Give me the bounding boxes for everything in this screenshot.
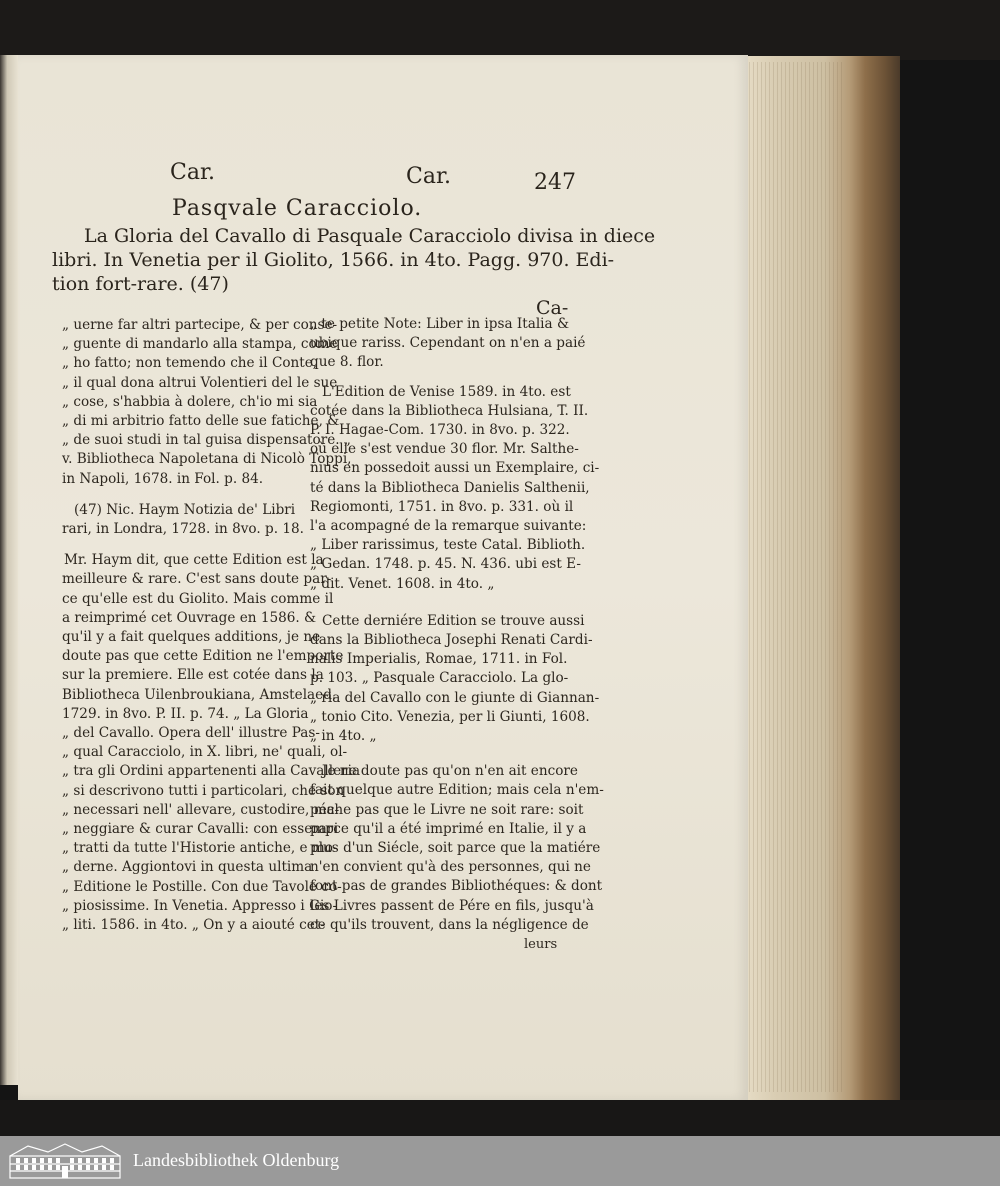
entry-title: Pasqvale Caracciolo.	[172, 196, 423, 221]
text-line: „ tra gli Ordini appartenenti alla Cavalleria	[62, 763, 361, 780]
page-number: 247	[534, 170, 576, 195]
entry-line-3: tion fort-rare. (47)	[52, 273, 229, 295]
facing-page-edge	[0, 55, 18, 1085]
text-line: L'Edition de Venise 1589. in 4to. est	[322, 383, 571, 400]
text-line: „ si descrivono tutti i particolari, che son	[62, 782, 345, 799]
text-line: Je ne doute pas qu'on n'en ait encore	[322, 763, 578, 780]
background-bottom	[0, 1100, 1000, 1136]
catchword: leurs	[524, 937, 558, 953]
text-line: v. Bibliotheca Napoletana di Nicolò Toppi,	[62, 451, 352, 468]
text-line: ce qu'elle est du Giolito. Mais comme il	[62, 590, 334, 607]
text-line: „ in 4to. „	[310, 728, 377, 745]
footer-bar	[0, 1136, 1000, 1186]
text-line: que 8. flor.	[310, 354, 384, 371]
library-building-logo-icon	[8, 1142, 122, 1180]
text-line: „ uerne far altri partecipe, & per conse-	[62, 317, 338, 333]
text-line: 1729. in 8vo. P. II. p. 74. „ La Gloria	[62, 705, 309, 722]
text-line: plus d'un Siécle, soit parce que la matiére	[310, 840, 601, 857]
running-head-left: Car.	[170, 160, 216, 185]
text-line: dans la Bibliotheca Josephi Renati Cardi-	[310, 632, 593, 649]
text-line: „ Liber rarissimus, teste Catal. Biblioth.	[310, 537, 586, 554]
text-line: où elle s'est vendue 30 flor. Mr. Salthe-	[310, 441, 579, 458]
text-line: „ qual Caracciolo, in X. libri, ne' quali, ol-	[62, 744, 348, 761]
catchword-top: Ca-	[536, 297, 569, 319]
text-line: Regiomonti, 1751. in 8vo. p. 331. où il	[310, 498, 574, 515]
text-line: les Livres passent de Pére en fils, jusqu'à	[310, 897, 594, 914]
text-line: „ tonio Cito. Venezia, per li Giunti, 1608.	[310, 708, 590, 725]
text-line: „ de suoi studi in tal guisa dispensatore. „	[62, 432, 351, 449]
footnote-line: (47) Nic. Haym Notizia de' Libri	[74, 501, 296, 518]
text-line: Cette derniére Edition se trouve aussi	[322, 612, 585, 629]
text-line: cotée dans la Bibliotheca Hulsiana, T. II.	[310, 402, 589, 419]
text-line: péche pas que le Livre ne soit rare: soit	[310, 801, 584, 818]
text-line: „ derne. Aggiontovi in questa ultima	[62, 859, 313, 876]
footnote-line: rari, in Londra, 1728. in 8vo. p. 18.	[62, 521, 304, 538]
text-line: „ Editione le Postille. Con due Tavole co-	[62, 878, 342, 895]
text-line: meilleure & rare. C'est sans doute par-	[62, 571, 332, 588]
text-line: nalis Imperialis, Romae, 1711. in Fol.	[310, 651, 568, 668]
text-line: Mr. Haym dit, que cette Edition est la	[64, 552, 324, 569]
text-line: „ te petite Note: Liber in ipsa Italia &	[310, 316, 570, 332]
text-line: fait quelque autre Edition; mais cela n'em-	[310, 782, 604, 799]
text-line: in Napoli, 1678. in Fol. p. 84.	[62, 470, 264, 487]
text-line: té dans la Bibliotheca Danielis Salthenii,	[310, 479, 590, 496]
text-line: nius en possedoit aussi un Exemplaire, ci-	[310, 460, 600, 477]
text-line: ce qu'ils trouvent, dans la négligence de	[310, 916, 589, 933]
text-line: n'en convient qu'à des personnes, qui ne	[310, 859, 591, 876]
text-line: qu'il y a fait quelques additions, je ne	[62, 629, 321, 646]
text-line: P. I. Hagae-Com. 1730. in 8vo. p. 322.	[310, 422, 570, 439]
right-column	[310, 315, 604, 954]
text-line: Bibliotheca Uilenbroukiana, Amstelaed.	[62, 686, 337, 703]
text-line: „ cose, s'habbia à dolere, ch'io mi sia	[62, 393, 318, 410]
library-name: Landesbibliothek Oldenburg	[133, 1150, 340, 1170]
text-line: „ liti. 1586. in 4to. „ On y a aiouté cet-	[62, 917, 325, 934]
running-head-center: Car.	[406, 164, 452, 189]
text-line: „ di mi arbitrio fatto delle sue fatiche, &	[62, 413, 340, 430]
entry-line-1: La Gloria del Cavallo di Pasquale Caracciolo divisa in diece	[84, 225, 656, 247]
text-line: „ neggiare & curar Cavalli: con essempi	[62, 821, 339, 838]
text-line: „ necessari nell' allevare, custodire, ma-	[62, 801, 340, 818]
text-line: „ il qual dona altrui Volentieri del le sue	[62, 374, 338, 391]
text-line: „ ho fatto; non temendo che il Conte,	[62, 355, 318, 372]
text-line: doute pas que cette Edition ne l'emporte	[62, 648, 344, 665]
text-line: p. 103. „ Pasquale Caracciolo. La glo-	[310, 670, 569, 687]
text-line: „ Gedan. 1748. p. 45. N. 436. ubi est E-	[310, 556, 581, 573]
text-line: ubique rariss. Cependant on n'en a paié	[310, 335, 586, 352]
page-edges-texture	[745, 62, 845, 1092]
text-line: sur la premiere. Elle est cotée dans la	[62, 667, 324, 684]
text-line: „ piosissime. In Venetia. Appresso i Gio-	[62, 897, 338, 914]
background-top	[0, 0, 1000, 60]
entry-line-2: libri. In Venetia per il Giolito, 1566. in 4to. Pagg. 970. Edi-	[52, 249, 615, 271]
text-line: parce qu'il a été imprimé en Italie, il y a	[310, 820, 587, 837]
text-line: „ dit. Venet. 1608. in 4to. „	[310, 575, 495, 592]
text-line: „ guente di mandarlo alla stampa, come	[62, 336, 338, 353]
text-line: l'a acompagné de la remarque suivante:	[310, 518, 587, 535]
text-line: font pas de grandes Bibliothéques: & dont	[310, 878, 603, 895]
text-line: „ tratti da tutte l'Historie antiche, e mo-	[62, 840, 338, 857]
text-line: „ del Cavallo. Opera dell' illustre Pas-	[62, 725, 320, 742]
text-line: a reimprimé cet Ouvrage en 1586. &	[62, 609, 317, 626]
text-line: „ ria del Cavallo con le giunte di Giannan-	[310, 689, 600, 706]
